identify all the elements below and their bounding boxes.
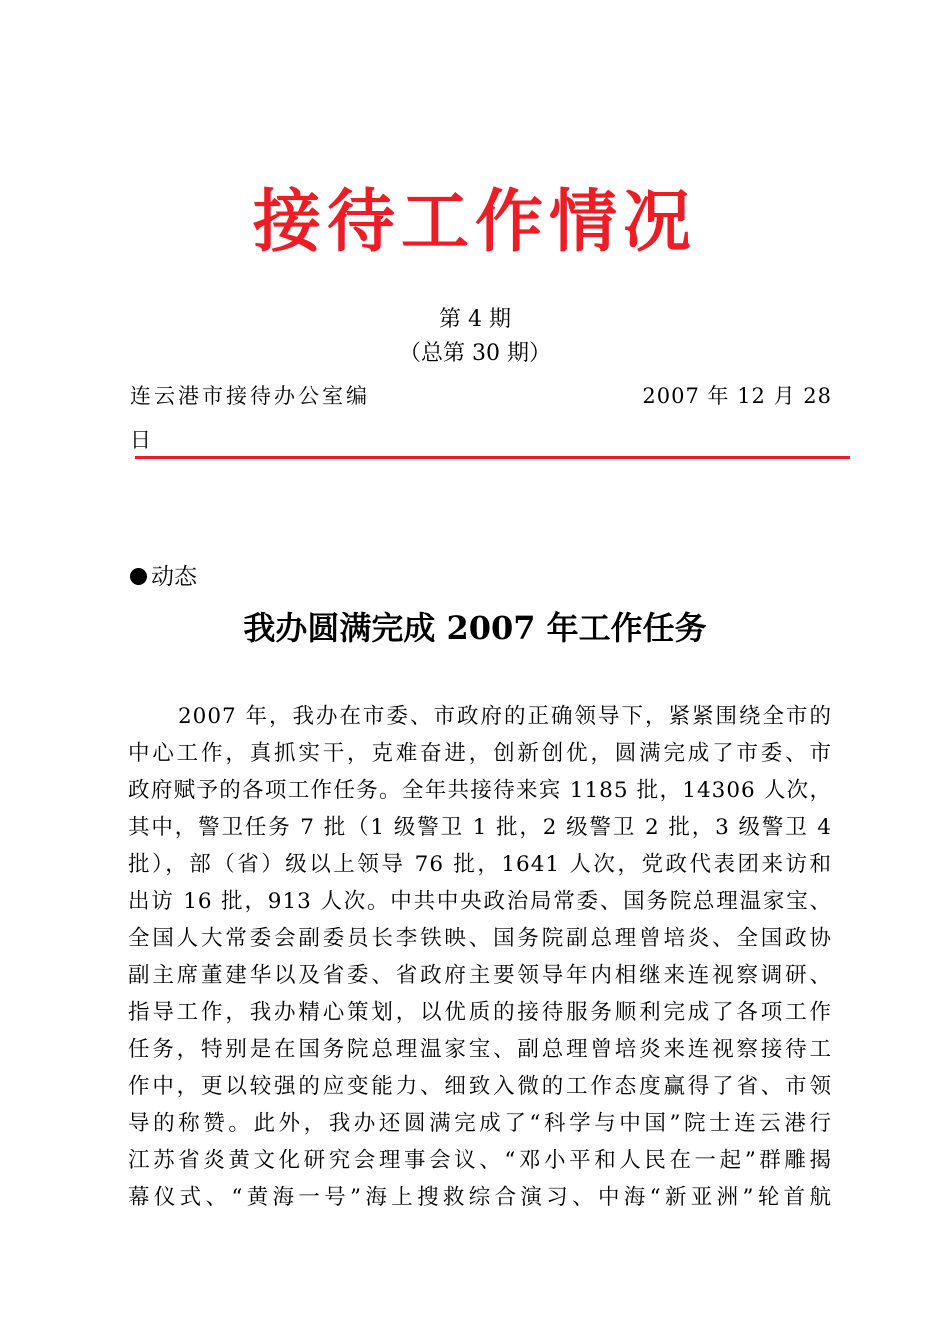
editor-line: 连云港市接待办公室编: [130, 384, 370, 408]
article-line: 作中，更以较强的应变能力、细致入微的工作态度赢得了省、市领: [128, 1074, 832, 1099]
article-line: 其中，警卫任务 7 批（1 级警卫 1 批，2 级警卫 2 批，3 级警卫 4: [128, 815, 832, 840]
article-line: 2007 年，我办在市委、市政府的正确领导下，紧紧围绕全市的: [178, 704, 832, 729]
article-line: 出访 16 批，913 人次。中共中央政治局常委、国务院总理温家宝、: [128, 889, 832, 914]
issue-number: 第 4 期: [439, 307, 511, 332]
red-divider: [135, 456, 850, 459]
article-line: 批），部（省）级以上领导 76 批，1641 人次，党政代表团来访和: [128, 852, 832, 877]
issue-total-number: （总第 30 期）: [399, 341, 551, 366]
article-body: [128, 698, 832, 1216]
article-line: 政府赋予的各项工作任务。全年共接待来宾 1185 批，14306 人次，: [128, 778, 832, 803]
article-line: 幕仪式、“黄海一号”海上搜救综合演习、中海“新亚洲”轮首航: [128, 1185, 832, 1210]
bullet-icon: [130, 568, 147, 585]
article-line: 全国人大常委会副委员长李铁映、国务院副总理曾培炎、全国政协: [128, 926, 832, 951]
section-tag-label: 动态: [151, 564, 197, 590]
article-line: 副主席董建华以及省委、省政府主要领导年内相继来连视察调研、: [128, 963, 832, 988]
article-line: 江苏省炎黄文化研究会理事会议、“邓小平和人民在一起”群雕揭: [128, 1148, 832, 1173]
issue-date-tail: 日: [130, 428, 151, 452]
article-title: 我办圆满完成 2007 年工作任务: [243, 609, 707, 647]
masthead-title: 接待工作情况: [252, 183, 697, 262]
article-line: 指导工作，我办精心策划，以优质的接待服务顺利完成了各项工作: [128, 1000, 832, 1025]
article-line: 任务，特别是在国务院总理温家宝、副总理曾培炎来连视察接待工: [128, 1037, 832, 1062]
article-line: 中心工作，真抓实干，克难奋进，创新创优，圆满完成了市委、市: [128, 741, 832, 766]
article-line: 导的称赞。此外，我办还圆满完成了“科学与中国”院士连云港行: [128, 1111, 832, 1136]
issue-date: 2007 年 12 月 28: [642, 384, 832, 408]
section-tag: [130, 562, 197, 592]
